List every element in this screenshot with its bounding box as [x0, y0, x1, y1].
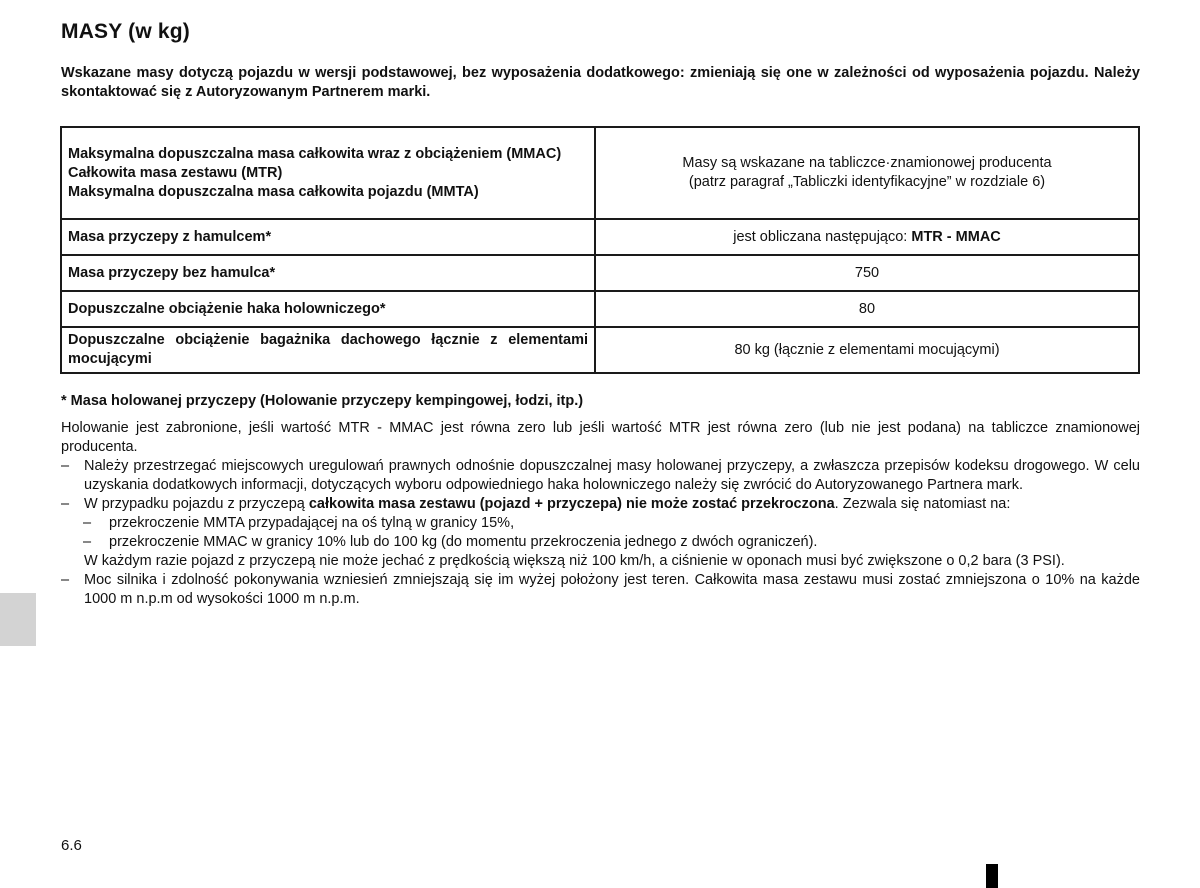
- corner-mark: [986, 864, 998, 888]
- footnote-heading: * Masa holowanej przyczepy (Holowanie przyczepy kempingowej, łodzi, itp.): [61, 393, 584, 409]
- row-label-roof-rack-load: Dopuszczalne obciążenie bagażnika dachowego łącznie z elementami mocującymi: [61, 327, 595, 373]
- value-prefix: jest obliczana następująco:: [733, 228, 912, 245]
- label-mmta: Maksymalna dopuszczalna masa całkowita pojazdu (MMTA): [68, 183, 479, 200]
- list-item: – przekroczenie MMTA przypadającej na oś tylną w granicy 15%,: [61, 514, 1140, 533]
- table-row: [61, 219, 1139, 255]
- table-row: [61, 291, 1139, 327]
- text-run-bold: całkowita masa zestawu (pojazd + przyczepa) nie może zostać przekroczona: [308, 496, 835, 512]
- row-value-towbar-load: 80: [595, 291, 1139, 327]
- row-label-towbar-load: Dopuszczalne obciążenie haka holowniczego*: [61, 291, 595, 327]
- row-label-unbraked-trailer: Masa przyczepy bez hamulca*: [61, 255, 595, 291]
- table-row: [61, 255, 1139, 291]
- list-item: – Należy przestrzegać miejscowych uregulowań prawnych odnośnie dopuszczalnej masy holowanej przyczepy, a zwłaszcza przepisów kodeksu drogowego. W celu uzyskania dodatkowych informacji, dotyczących wyboru odpowiedniego haka holowniczego należy się zwrócić do Autoryzowanego Partnera mark.: [61, 457, 1140, 495]
- table-row: [61, 327, 1139, 373]
- row-label-mmac: [61, 127, 595, 219]
- row-value-roof-rack-load: 80 kg (łącznie z elementami mocującymi): [595, 327, 1139, 373]
- page-number: 6.6: [61, 837, 82, 854]
- value-line-1: Masy są wskazane na tabliczce·znamionowej producenta: [682, 155, 1052, 171]
- page-title: MASY (w kg): [61, 20, 190, 43]
- list-item: [61, 495, 1140, 514]
- mass-table: [60, 126, 1140, 374]
- towing-prohibited-paragraph: Holowanie jest zabronione, jeśli wartość MTR - MMAC jest równa zero lub jeśli wartość MTR jest równa zero (lub nie jest podana) na tabliczce znamionowej producenta.: [61, 420, 1140, 455]
- row-value-unbraked-trailer: 750: [595, 255, 1139, 291]
- table-row: [61, 127, 1139, 219]
- towing-notes: [61, 419, 1140, 609]
- text-run: . Zezwala się natomiast na:: [834, 496, 1011, 512]
- row-value-braked-trailer: [595, 219, 1139, 255]
- row-value-mmac: [595, 127, 1139, 219]
- intro-paragraph: Wskazane masy dotyczą pojazdu w wersji podstawowej, bez wyposażenia dodatkowego: zmieniają się one w zależności od wyposażenia pojazdu. Należy skontaktować się z Autoryzowanym Partnerem marki.: [61, 65, 1140, 100]
- list-item: – Moc silnika i zdolność pokonywania wzniesień zmniejszają się im wyżej położony jest teren. Całkowita masa zestawu musi zostać zmniejszona o 10% na każde 1000 m n.p.m od wysokości 1000 m n.p.m.: [61, 571, 1140, 609]
- label-mtr: Całkowita masa zestawu (MTR): [68, 164, 283, 181]
- label-mmac: Maksymalna dopuszczalna masa całkowita wraz z obciążeniem (MMAC): [68, 145, 562, 162]
- value-line-2: (patrz paragraf „Tabliczki identyfikacyjne” w rozdziale 6): [688, 174, 1046, 190]
- list-item: – przekroczenie MMAC w granicy 10% lub do 100 kg (do momentu przekroczenia jednego z dwóch ograniczeń).: [61, 533, 1140, 552]
- row-label-braked-trailer: Masa przyczepy z hamulcem*: [61, 219, 595, 255]
- value-formula: MTR - MMAC: [911, 228, 1001, 245]
- text-run: W przypadku pojazdu z przyczepą: [84, 496, 309, 512]
- speed-pressure-note: W każdym razie pojazd z przyczepą nie może jechać z prędkością większą niż 100 km/h, a ciśnienie w oponach musi być zwiększone o 0,2 bara (3 PSI).: [84, 553, 1065, 569]
- chapter-tab-marker: [0, 593, 36, 646]
